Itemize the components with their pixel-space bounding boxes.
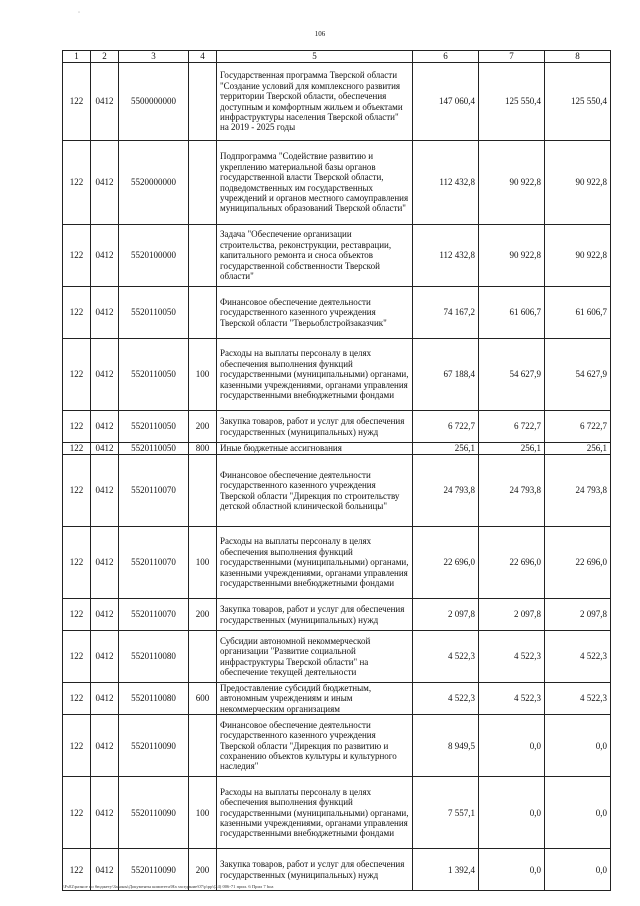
row-description: Расходы на выплаты персоналу в целях обеспечения выполнения функций государственными (муниципальными) органами, казенными учреждениями, органами управления государственными внебюджетными фондами <box>217 777 413 849</box>
row-amount-cell: 4 522,3 <box>545 631 611 683</box>
row-amount-cell: 0,0 <box>545 715 611 777</box>
row-type-cell: 100 <box>189 339 217 411</box>
row-amount-cell: 90 922,8 <box>479 225 545 287</box>
row-target-cell: 5520110090 <box>119 715 189 777</box>
row-section-cell: 0412 <box>91 225 119 287</box>
table-row <box>63 63 611 141</box>
row-amount-cell: 0,0 <box>479 777 545 849</box>
row-description: Иные бюджетные ассигнования <box>217 443 413 455</box>
row-target-cell: 5500000000 <box>119 63 189 141</box>
row-amount-cell: 24 793,8 <box>545 455 611 527</box>
row-amount-cell: 6 722,7 <box>479 411 545 443</box>
row-section-cell: 0412 <box>91 63 119 141</box>
row-code-cell: 122 <box>63 777 91 849</box>
row-amount-cell: 147 060,4 <box>413 63 479 141</box>
row-section-cell: 0412 <box>91 443 119 455</box>
row-description: Расходы на выплаты персоналу в целях обеспечения выполнения функций государственными (муниципальными) органами, казенными учреждениями, органами управления государственными внебюджетными фондами <box>217 339 413 411</box>
row-description: Задача "Обеспечение организации строительства, реконструкции, реставрации, капитального ремонта и сноса объектов государственной собственности Тверской области" <box>217 225 413 287</box>
table-row <box>63 411 611 443</box>
scan-mark: ˇ <box>78 12 80 18</box>
row-amount-cell: 22 696,0 <box>413 527 479 599</box>
row-type-cell: 100 <box>189 527 217 599</box>
row-target-cell: 5520110090 <box>119 777 189 849</box>
row-amount-cell: 6 722,7 <box>413 411 479 443</box>
row-description: Расходы на выплаты персоналу в целях обеспечения выполнения функций государственными (муниципальными) органами, казенными учреждениями, органами управления государственными внебюджетными фондами <box>217 527 413 599</box>
row-code-cell: 122 <box>63 225 91 287</box>
row-amount-cell: 1 392,4 <box>413 849 479 891</box>
row-amount-cell: 2 097,8 <box>479 599 545 631</box>
row-section-cell: 0412 <box>91 599 119 631</box>
row-code-cell: 122 <box>63 339 91 411</box>
row-description: Субсидии автономной некоммерческой организации "Развитие социальной инфраструктуры Тверской области" на обеспечение текущей деятельности <box>217 631 413 683</box>
table-body <box>63 63 611 891</box>
row-amount-cell: 22 696,0 <box>545 527 611 599</box>
header-row <box>63 51 611 63</box>
table-row <box>63 527 611 599</box>
table-row <box>63 339 611 411</box>
row-code-cell: 122 <box>63 287 91 339</box>
table-row <box>63 599 611 631</box>
row-code-cell: 122 <box>63 849 91 891</box>
table-row <box>63 287 611 339</box>
row-amount-cell: 4 522,3 <box>479 631 545 683</box>
row-description: Государственная программа Тверской области "Создание условий для комплексного развития территории Тверской области, обеспечения доступным и комфортным жильем и объектами инфраструктуры населения Тверской области" на 2019 - 2025 годы <box>217 63 413 141</box>
row-section-cell: 0412 <box>91 683 119 715</box>
table-row <box>63 225 611 287</box>
row-amount-cell: 90 922,8 <box>545 141 611 225</box>
row-type-cell: 200 <box>189 849 217 891</box>
row-target-cell: 5520110050 <box>119 339 189 411</box>
row-amount-cell: 4 522,3 <box>413 631 479 683</box>
header-cell: 8 <box>545 51 611 63</box>
row-code-cell: 122 <box>63 141 91 225</box>
row-type-cell <box>189 631 217 683</box>
row-code-cell: 122 <box>63 631 91 683</box>
row-target-cell: 5520110050 <box>119 411 189 443</box>
header-cell: 7 <box>479 51 545 63</box>
row-section-cell: 0412 <box>91 631 119 683</box>
row-target-cell: 5520000000 <box>119 141 189 225</box>
row-description: Закупка товаров, работ и услуг для обеспечения государственных (муниципальных) нужд <box>217 849 413 891</box>
row-target-cell: 5520110050 <box>119 443 189 455</box>
budget-table <box>62 50 611 891</box>
row-amount-cell: 112 432,8 <box>413 141 479 225</box>
row-amount-cell: 4 522,3 <box>413 683 479 715</box>
row-target-cell: 5520110080 <box>119 631 189 683</box>
row-type-cell: 600 <box>189 683 217 715</box>
row-target-cell: 5520110070 <box>119 527 189 599</box>
row-amount-cell: 74 167,2 <box>413 287 479 339</box>
footer-path: \\Fs02\разное по бюджету\Законы\Документы комитета\На заседание\07\р\рр\(24) 006-71 прил. 6 Прил 7 boa <box>62 884 274 889</box>
page-number: 106 <box>314 30 326 38</box>
header-cell: 2 <box>91 51 119 63</box>
row-amount-cell: 24 793,8 <box>479 455 545 527</box>
row-type-cell <box>189 63 217 141</box>
row-amount-cell: 0,0 <box>479 715 545 777</box>
row-amount-cell: 0,0 <box>545 849 611 891</box>
row-target-cell: 5520110090 <box>119 849 189 891</box>
row-code-cell: 122 <box>63 411 91 443</box>
row-amount-cell: 125 550,4 <box>479 63 545 141</box>
row-target-cell: 5520110050 <box>119 287 189 339</box>
row-section-cell: 0412 <box>91 715 119 777</box>
row-amount-cell: 67 188,4 <box>413 339 479 411</box>
row-type-cell: 100 <box>189 777 217 849</box>
row-amount-cell: 2 097,8 <box>413 599 479 631</box>
row-target-cell: 5520110070 <box>119 599 189 631</box>
row-amount-cell: 125 550,4 <box>545 63 611 141</box>
row-type-cell <box>189 715 217 777</box>
row-target-cell: 5520100000 <box>119 225 189 287</box>
row-code-cell: 122 <box>63 715 91 777</box>
row-description: Закупка товаров, работ и услуг для обеспечения государственных (муниципальных) нужд <box>217 411 413 443</box>
row-amount-cell: 112 432,8 <box>413 225 479 287</box>
row-amount-cell: 22 696,0 <box>479 527 545 599</box>
table-row <box>63 455 611 527</box>
row-description: Подпрограмма "Содействие развитию и укреплению материальной базы органов государственной власти Тверской области, подведомственных им государственных учреждений и органов местного самоуправления муниципальных образований Тверской области" <box>217 141 413 225</box>
table-row <box>63 715 611 777</box>
row-section-cell: 0412 <box>91 849 119 891</box>
header-cell: 6 <box>413 51 479 63</box>
row-code-cell: 122 <box>63 683 91 715</box>
header-cell: 4 <box>189 51 217 63</box>
row-code-cell: 122 <box>63 443 91 455</box>
row-code-cell: 122 <box>63 63 91 141</box>
row-target-cell: 5520110080 <box>119 683 189 715</box>
row-description: Финансовое обеспечение деятельности государственного казенного учреждения Тверской области "Дирекция по строительству детской областной клинической больницы" <box>217 455 413 527</box>
row-description: Финансовое обеспечение деятельности государственного казенного учреждения Тверской области "Дирекция по развитию и сохранению объектов культуры и культурного наследия" <box>217 715 413 777</box>
row-type-cell: 800 <box>189 443 217 455</box>
row-amount-cell: 256,1 <box>545 443 611 455</box>
row-amount-cell: 8 949,5 <box>413 715 479 777</box>
row-type-cell <box>189 287 217 339</box>
row-amount-cell: 90 922,8 <box>545 225 611 287</box>
row-amount-cell: 54 627,9 <box>545 339 611 411</box>
row-target-cell: 5520110070 <box>119 455 189 527</box>
row-section-cell: 0412 <box>91 455 119 527</box>
row-amount-cell: 256,1 <box>413 443 479 455</box>
table-row <box>63 683 611 715</box>
row-section-cell: 0412 <box>91 141 119 225</box>
row-section-cell: 0412 <box>91 339 119 411</box>
row-amount-cell: 0,0 <box>479 849 545 891</box>
row-amount-cell: 61 606,7 <box>545 287 611 339</box>
row-amount-cell: 4 522,3 <box>545 683 611 715</box>
table-row <box>63 777 611 849</box>
row-code-cell: 122 <box>63 455 91 527</box>
table-row <box>63 443 611 455</box>
row-description: Финансовое обеспечение деятельности государственного казенного учреждения Тверской области "Тверьоблстройзаказчик" <box>217 287 413 339</box>
header-cell: 3 <box>119 51 189 63</box>
row-amount-cell: 0,0 <box>545 777 611 849</box>
row-amount-cell: 4 522,3 <box>479 683 545 715</box>
row-type-cell <box>189 455 217 527</box>
row-amount-cell: 61 606,7 <box>479 287 545 339</box>
row-section-cell: 0412 <box>91 777 119 849</box>
row-description: Закупка товаров, работ и услуг для обеспечения государственных (муниципальных) нужд <box>217 599 413 631</box>
row-amount-cell: 7 557,1 <box>413 777 479 849</box>
row-amount-cell: 54 627,9 <box>479 339 545 411</box>
row-section-cell: 0412 <box>91 527 119 599</box>
row-code-cell: 122 <box>63 599 91 631</box>
row-amount-cell: 6 722,7 <box>545 411 611 443</box>
row-type-cell <box>189 225 217 287</box>
row-code-cell: 122 <box>63 527 91 599</box>
row-amount-cell: 24 793,8 <box>413 455 479 527</box>
row-amount-cell: 256,1 <box>479 443 545 455</box>
row-section-cell: 0412 <box>91 411 119 443</box>
row-description: Предоставление субсидий бюджетным, автономным учреждениям и иным некоммерческим организациям <box>217 683 413 715</box>
header-cell: 5 <box>217 51 413 63</box>
table-row <box>63 141 611 225</box>
row-type-cell <box>189 141 217 225</box>
row-type-cell: 200 <box>189 411 217 443</box>
row-section-cell: 0412 <box>91 287 119 339</box>
table-row <box>63 631 611 683</box>
row-amount-cell: 90 922,8 <box>479 141 545 225</box>
row-amount-cell: 2 097,8 <box>545 599 611 631</box>
header-cell: 1 <box>63 51 91 63</box>
row-type-cell: 200 <box>189 599 217 631</box>
